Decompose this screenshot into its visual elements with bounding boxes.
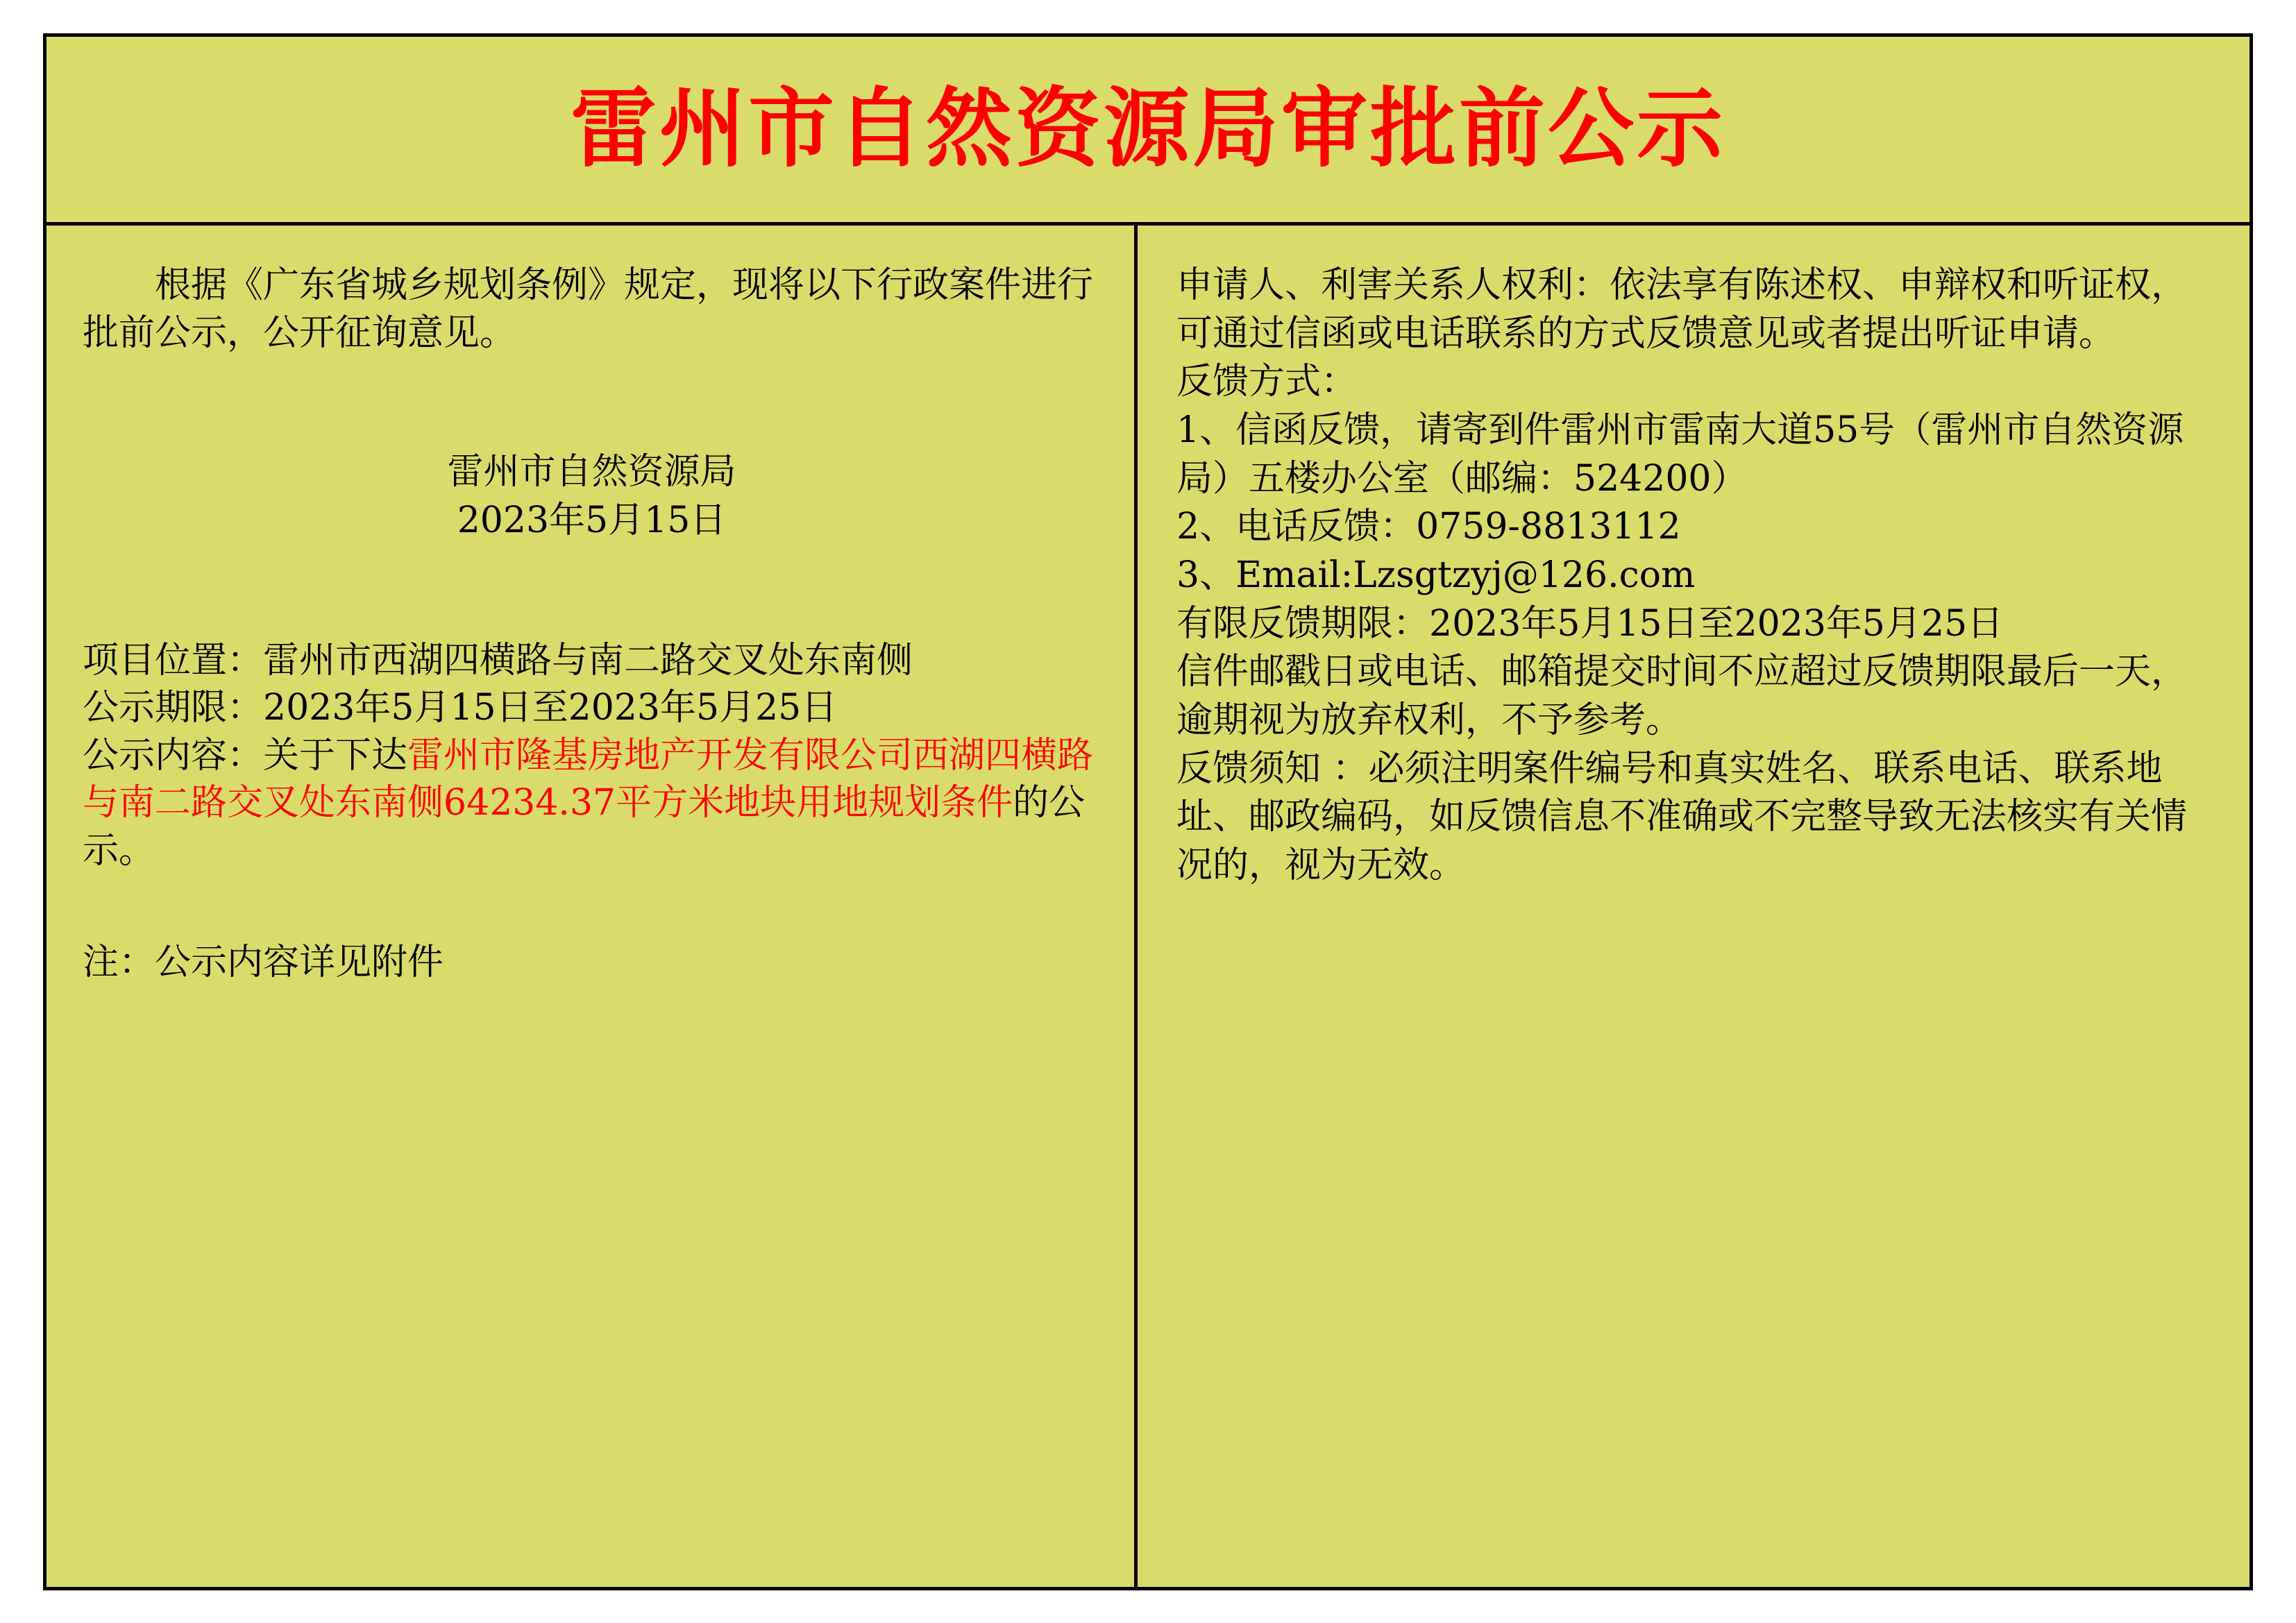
feedback-notice-text: 必须注明案件编号和真实姓名、联系电话、联系地址、邮政编码，如反馈信息不准确或不完整导致无法核实有关情况的，视为无效。 <box>1176 747 2188 887</box>
spacer-2 <box>83 545 1101 637</box>
issue-date: 2023年5月15日 <box>457 499 727 541</box>
project-location-row <box>83 637 1101 685</box>
postmark-note: 信件邮戳日或电话、邮箱提交时间不应超过反馈期限最后一天，逾期视为放弃权利，不予参考。 <box>1176 651 2188 742</box>
right-column <box>1138 226 2249 1587</box>
feedback-notice-label: 反馈须知 ： <box>1176 747 1369 790</box>
content-columns <box>47 226 2249 1587</box>
notice-poster <box>43 33 2253 1590</box>
page-title: 雷州市自然资源局审批前公示 <box>570 79 1725 180</box>
project-location-value: 雷州市西湖四横路与南二路交叉处东南侧 <box>263 639 913 681</box>
project-location-label: 项目位置： <box>83 639 264 681</box>
content-highlight: 雷州市隆基房地产开发有限公司西湖四横路与南二路交叉处东南侧64234.37平方米地块用地规划条件 <box>83 734 1094 824</box>
issuer-name: 雷州市自然资源局 <box>447 451 736 493</box>
publicity-period-row <box>83 684 1101 732</box>
content-prefix: 关于下达 <box>263 734 408 776</box>
spacer-1 <box>83 357 1101 448</box>
feedback-method-label: 反馈方式： <box>1176 361 1358 403</box>
content-label: 公示内容： <box>83 734 264 776</box>
feedback-deadline: 有限反馈期限：2023年5月15日至2023年5月25日 <box>1176 602 2004 645</box>
feedback-item-1: 1、信函反馈，请寄到件雷州市雷南大道55号（雷州市自然资源局）五楼办公室（邮编：524200） <box>1176 409 2184 500</box>
feedback-notice <box>1176 745 2219 890</box>
feedback-item-2: 2、电话反馈：0759-8813112 <box>1176 506 1681 548</box>
publicity-content-row <box>83 732 1101 875</box>
publicity-period-value: 2023年5月15日至2023年5月25日 <box>263 687 838 729</box>
title-bar <box>47 37 2249 226</box>
spacer-3 <box>83 875 1101 939</box>
attachment-note: 注：公示内容详见附件 <box>83 941 444 983</box>
content-suffix: 的公示。 <box>83 782 1086 872</box>
left-column <box>47 226 1138 1587</box>
intro-paragraph: 根据《广东省城乡规划条例》规定，现将以下行政案件进行批前公示，公开征询意见。 <box>83 264 1094 354</box>
feedback-item-3: 3、Email:Lzsgtzyj@126.com <box>1176 554 1696 597</box>
rights-paragraph: 申请人、利害关系人权利：依法享有陈述权、申辩权和听证权，可通过信函或电话联系的方式反馈意见或者提出听证申请。 <box>1176 264 2188 355</box>
publicity-period-label: 公示期限： <box>83 687 264 729</box>
